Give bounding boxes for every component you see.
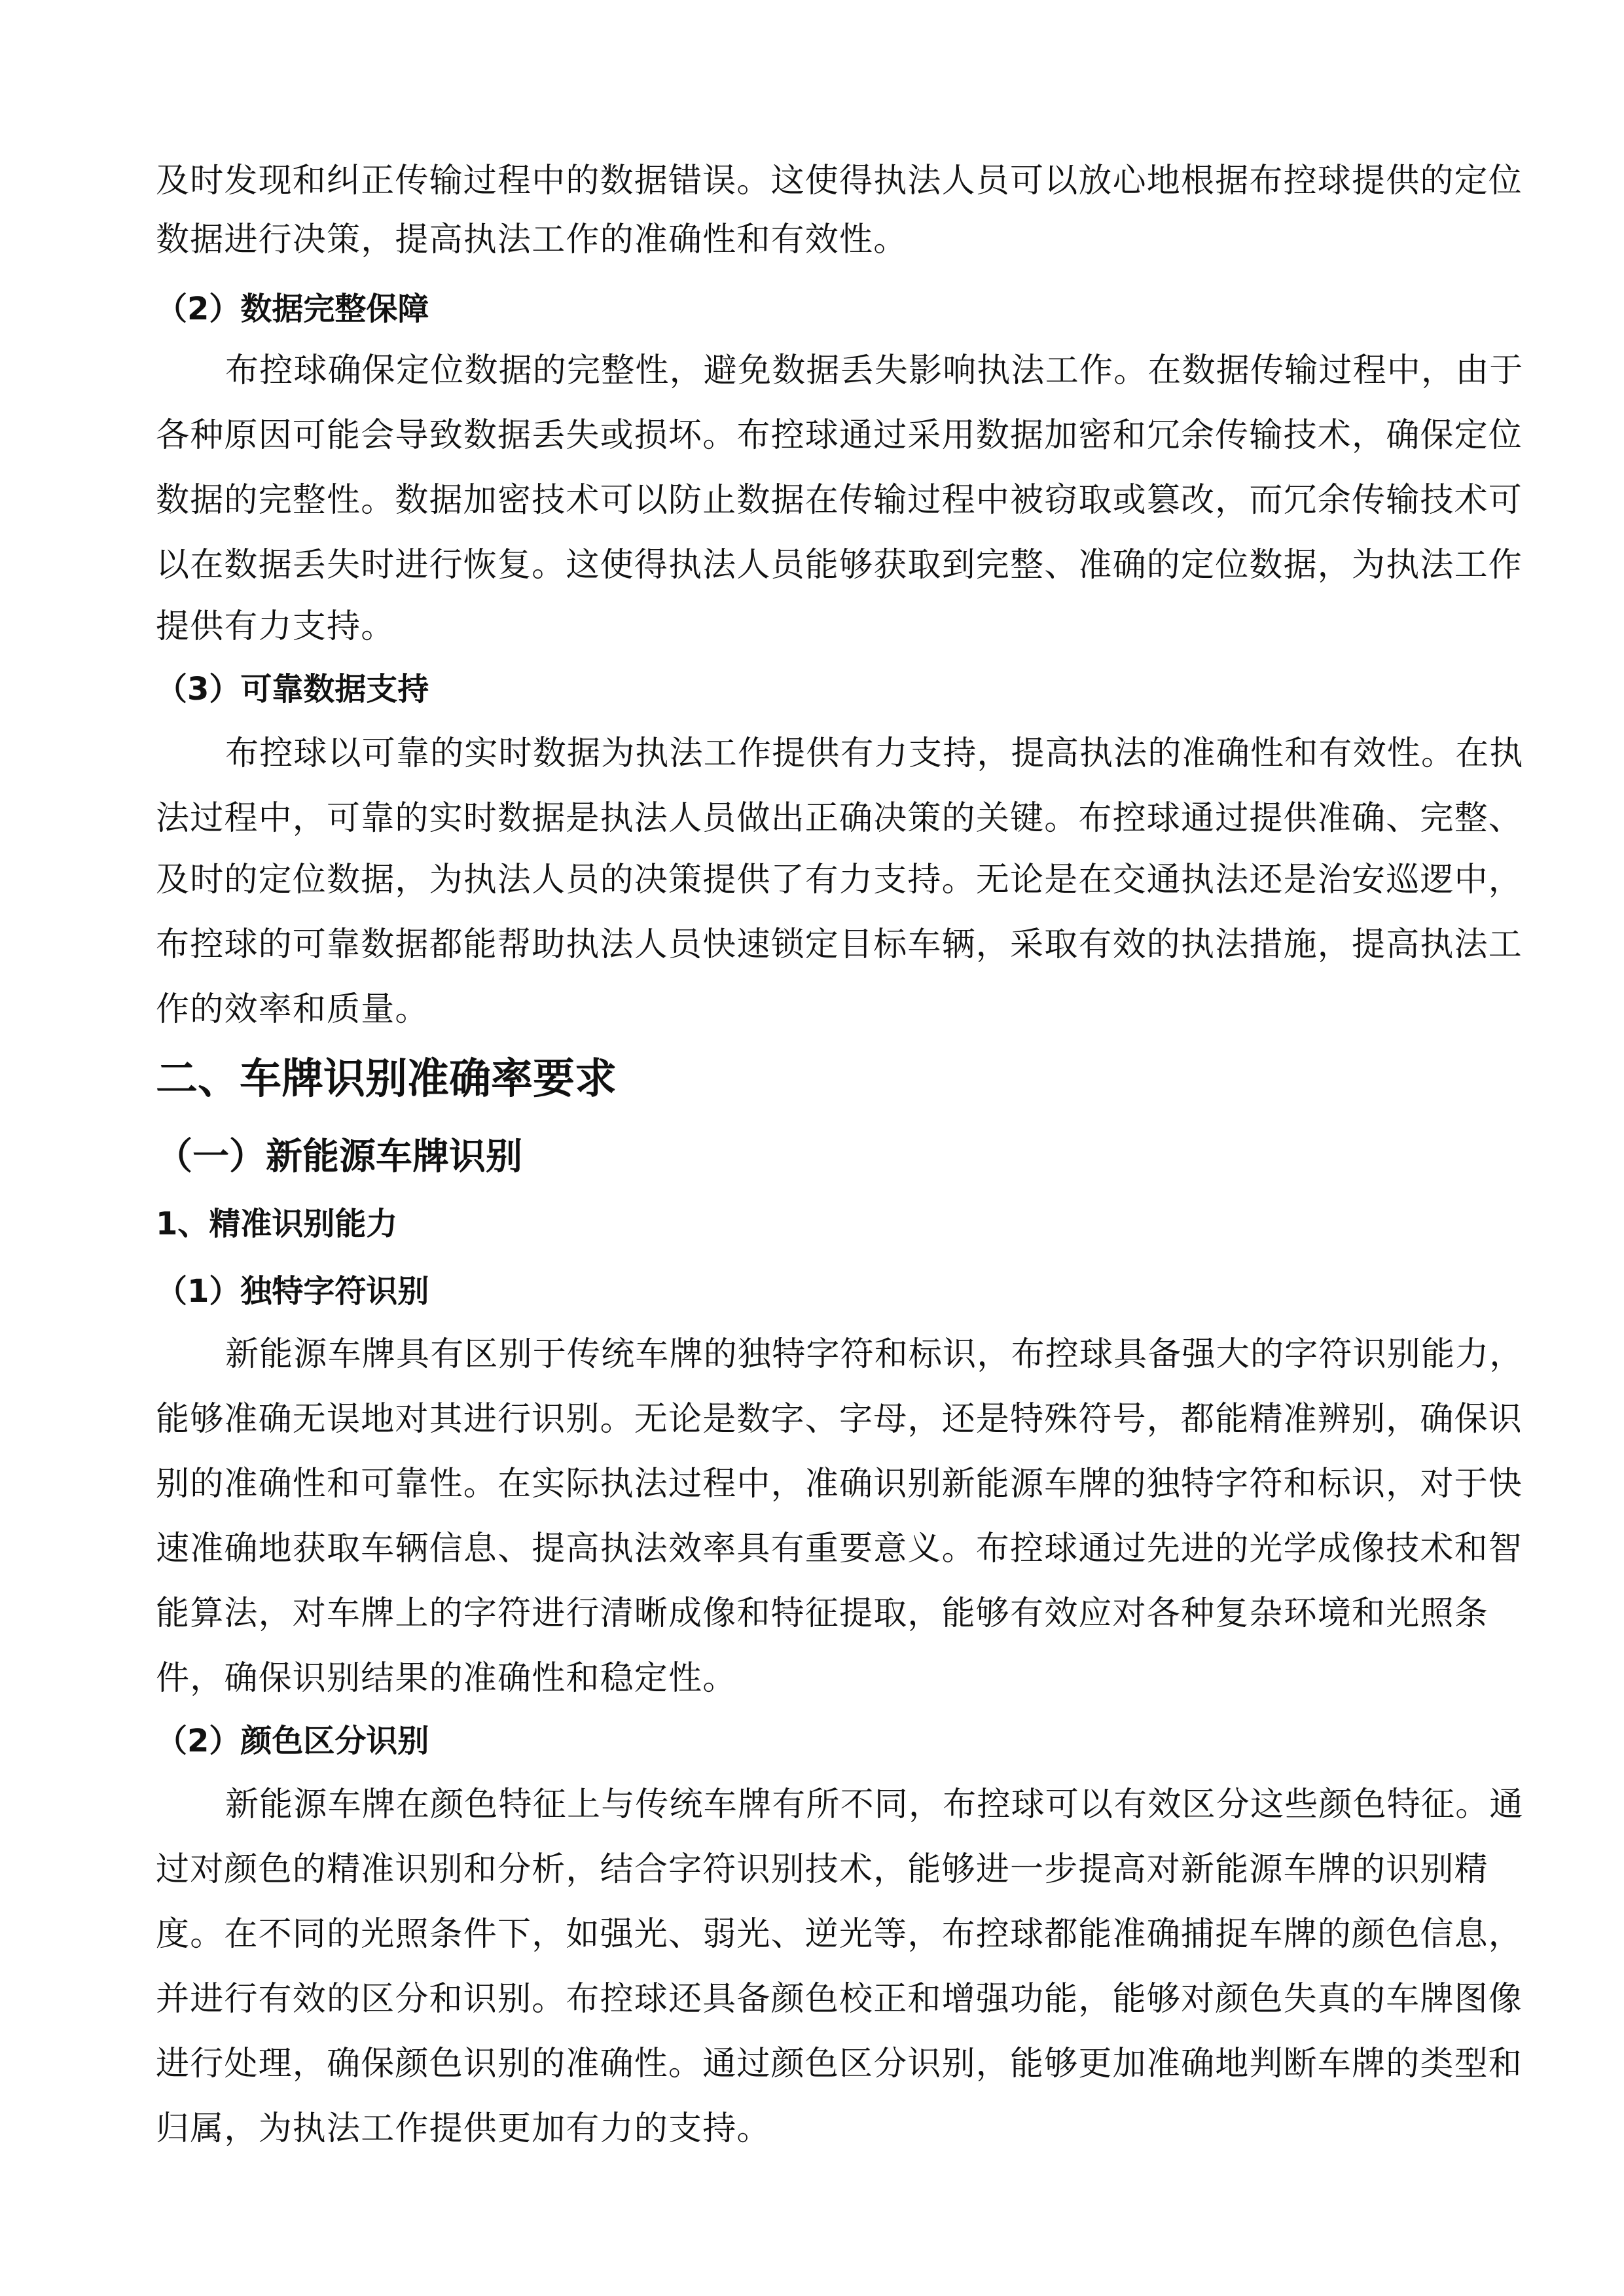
paragraph-line: 布控球的可靠数据都能帮助执法人员快速锁定目标车辆，采取有效的执法措施，提高执法工	[156, 925, 1523, 964]
paragraph-line: 件，确保识别结果的准确性和稳定性。	[156, 1659, 737, 1698]
paragraph-line: 度。在不同的光照条件下，如强光、弱光、逆光等，布控球都能准确捕捉车牌的颜色信息，	[156, 1915, 1523, 1954]
section-heading-reliable-data: （3）可靠数据支持	[156, 671, 429, 708]
paragraph-line: 布控球以可靠的实时数据为执法工作提供有力支持，提高执法的准确性和有效性。在执	[225, 734, 1524, 773]
paragraph-line: 过对颜色的精准识别和分析，结合字符识别技术，能够进一步提高对新能源车牌的识别精	[156, 1850, 1489, 1889]
paragraph-line: 各种原因可能会导致数据丢失或损坏。布控球通过采用数据加密和冗余传输技术，确保定位	[156, 416, 1523, 455]
paragraph-line: 数据的完整性。数据加密技术可以防止数据在传输过程中被窃取或篡改，而冗余传输技术可	[156, 481, 1523, 520]
paragraph-line: 进行处理，确保颜色识别的准确性。通过颜色区分识别，能够更加准确地判断车牌的类型和	[156, 2045, 1523, 2083]
paragraph-line: 数据进行决策，提高执法工作的准确性和有效性。	[156, 221, 908, 259]
paragraph-line: 法过程中，可靠的实时数据是执法人员做出正确决策的关键。布控球通过提供准确、完整、	[156, 799, 1523, 838]
paragraph-line: 别的准确性和可靠性。在实际执法过程中，准确识别新能源车牌的独特字符和标识，对于快	[156, 1465, 1523, 1503]
paragraph-line: 归属，为执法工作提供更加有力的支持。	[156, 2109, 771, 2148]
paragraph-line: 布控球确保定位数据的完整性，避免数据丢失影响执法工作。在数据传输过程中，由于	[225, 351, 1524, 390]
paragraph-line: 及时的定位数据，为执法人员的决策提供了有力支持。无论是在交通执法还是治安巡逻中，	[156, 861, 1523, 899]
paragraph-line: 能算法，对车牌上的字符进行清晰成像和特征提取，能够有效应对各种复杂环境和光照条	[156, 1594, 1489, 1633]
paragraph-line: 以在数据丢失时进行恢复。这使得执法人员能够获取到完整、准确的定位数据，为执法工作	[156, 546, 1523, 584]
section-heading-unique-chars: （1）独特字符识别	[156, 1273, 429, 1310]
paragraph-line: 作的效率和质量。	[156, 990, 429, 1029]
chapter-heading: 二、车牌识别准确率要求	[156, 1055, 617, 1103]
paragraph-line: 并进行有效的区分和识别。布控球还具备颜色校正和增强功能，能够对颜色失真的车牌图像	[156, 1980, 1523, 2018]
paragraph-line: 提供有力支持。	[156, 607, 395, 646]
subchapter-heading: （一）新能源车牌识别	[156, 1136, 522, 1178]
paragraph-line: 能够准确无误地对其进行识别。无论是数字、字母，还是特殊符号，都能精准辨别，确保识	[156, 1400, 1523, 1439]
section-heading-color: （2）颜色区分识别	[156, 1723, 429, 1759]
paragraph-line: 新能源车牌具有区别于传统车牌的独特字符和标识，布控球具备强大的字符识别能力，	[225, 1335, 1524, 1374]
item-heading: 1、精准识别能力	[156, 1206, 398, 1242]
paragraph-line: 新能源车牌在颜色特征上与传统车牌有所不同，布控球可以有效区分这些颜色特征。通	[225, 1785, 1524, 1824]
paragraph-line: 及时发现和纠正传输过程中的数据错误。这使得执法人员可以放心地根据布控球提供的定位	[156, 162, 1523, 200]
section-heading-data-integrity: （2）数据完整保障	[156, 291, 429, 327]
paragraph-line: 速准确地获取车辆信息、提高执法效率具有重要意义。布控球通过先进的光学成像技术和智	[156, 1530, 1523, 1568]
